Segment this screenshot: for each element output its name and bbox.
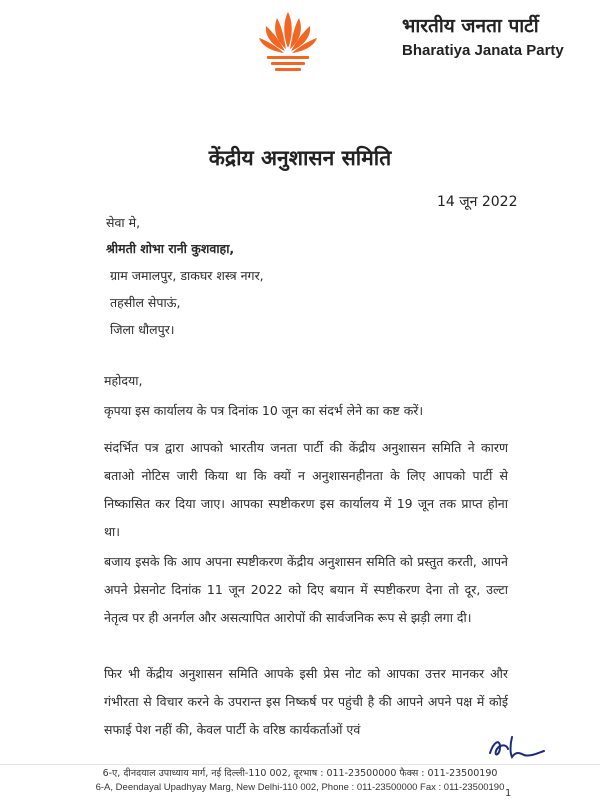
salutation-to: सेवा मे, [106,215,141,230]
address-line-name: श्रीमती शोभा रानी कुशवाहा, [106,241,235,256]
paragraph-2: संदर्भित पत्र द्वारा आपको भारतीय जनता पार्टी की केंद्रीय अनुशासन समिति ने कारण बताओ नोटिस जारी किया था कि क्यों न अनुशासनहीनता के लिए आपको पार्टी से निष्कासित कर दिया जाए। आपका स्पष्टीकरण इस कार्यालय में 19 जून तक प्राप्त होना था। [104,440,508,539]
address-line-village: ग्राम जमालपुर, डाकघर शस्त्र नगर, [110,268,264,283]
letter-date: 14 जून 2022 [437,194,518,210]
lotus-logo-icon [257,8,319,72]
handwritten-signature-icon [486,733,548,763]
page-number: 1 [505,788,512,799]
party-name-english: Bharatiya Janata Party [402,42,564,59]
footer-address-hindi: 6-ए, दीनदयाल उपाध्याय मार्ग, नई दिल्ली-110 002, दूरभाष : 011-23500000 फैक्स : 011-23500190 [102,768,498,779]
footer-address-english: 6-A, Deendayal Upadhyay Marg, New Delhi-110 002, Phone : 011-23500000 Fax : 011-23500190 [95,782,505,793]
paragraph-1: कृपया इस कार्यालय के पत्र दिनांक 10 जून का संदर्भ लेने का कष्ट करें। [104,403,424,418]
letter-heading: केंद्रीय अनुशासन समिति [208,146,392,170]
paragraph-4: फिर भी केंद्रीय अनुशासन समिति आपके इसी प्रेस नोट को आपका उत्तर मानकर और गंभीरता से विचार करने के उपरान्त इस निष्कर्ष पर पहुंची है की आपने अपने पक्ष में कोई सफाई पेश नहीं की, केवल पार्टी के वरिष्ठ कार्यकर्ताओं एवं [104,666,508,737]
greeting: महोदया, [104,373,143,388]
address-line-tehsil: तहसील सेपाऊं, [110,295,181,310]
address-line-district: जिला धौलपुर। [110,322,175,337]
paragraph-3: बजाय इसके कि आप अपना स्पष्टीकरण केंद्रीय अनुशासन समिति को प्रस्तुत करती, आपने अपने प्रेसनोट दिनांक 11 जून 2022 को दिए बयान में स्पष्टीकरण देना तो दूर, उल्टा नेतृत्व पर ही अनर्गल और असत्यापित आरोपों की सार्वजनिक रूप से झड़ी लगा दी। [104,554,508,625]
footer-divider [0,764,600,765]
party-name-hindi: भारतीय जनता पार्टी [402,15,539,37]
